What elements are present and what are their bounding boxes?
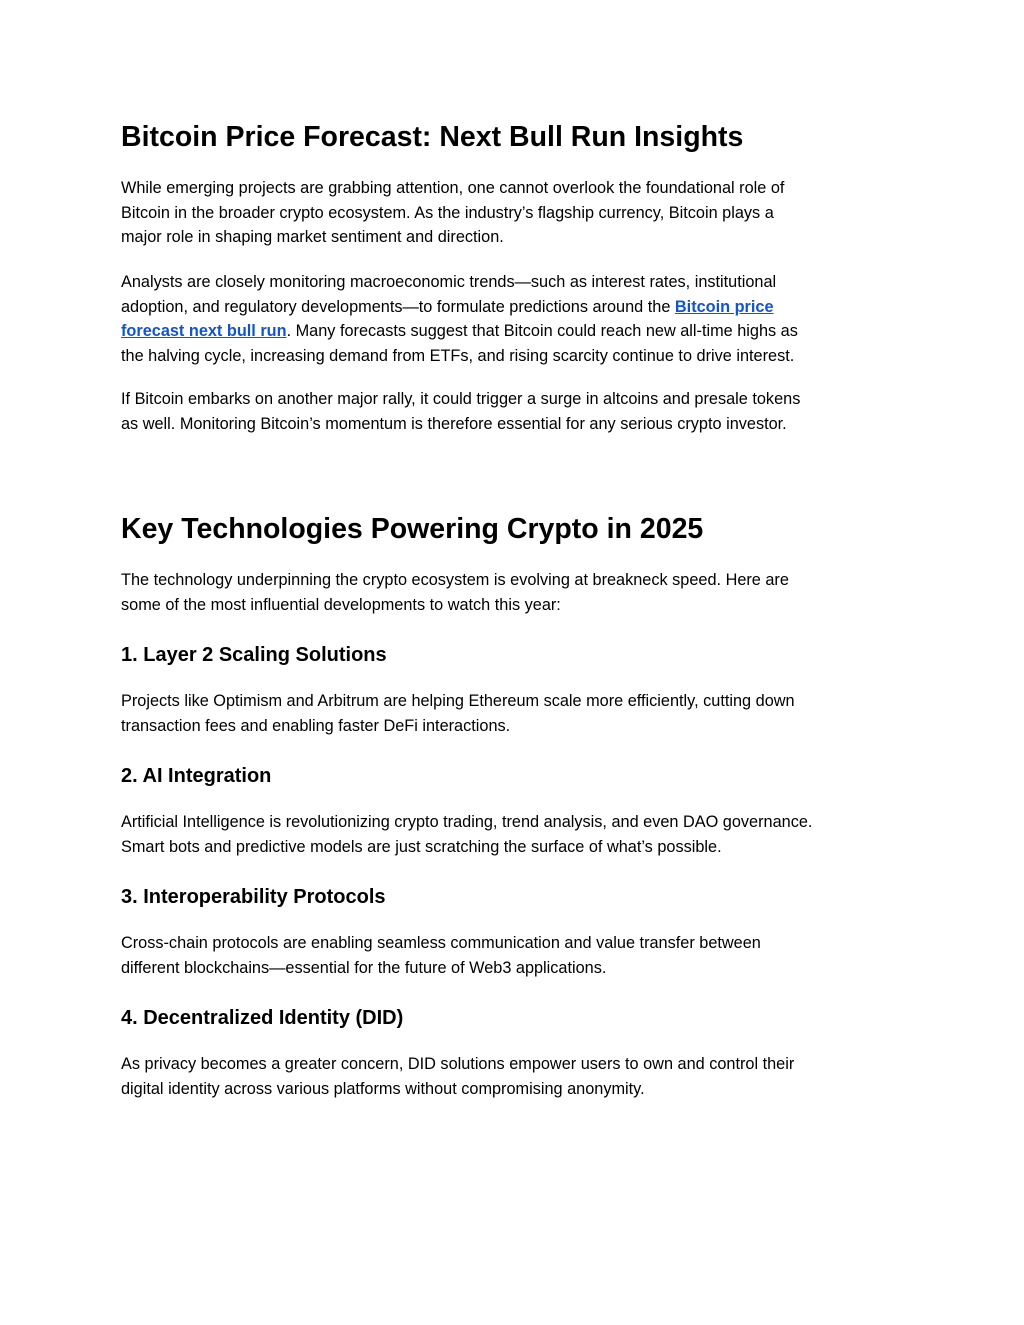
paragraph-line: Smart bots and predictive models are just scratching the surface of what’s possible.: [121, 837, 722, 856]
paragraph-bitcoin-rally: [121, 387, 911, 436]
subheading-decentralized-identity: 4. Decentralized Identity (DID): [121, 1007, 404, 1029]
paragraph-text: . Many forecasts suggest that Bitcoin could reach new all-time highs as: [286, 322, 798, 340]
section-title-key-technologies: Key Technologies Powering Crypto in 2025: [121, 513, 704, 545]
paragraph-line: major role in shaping market sentiment and direction.: [121, 228, 504, 246]
paragraph-line: different blockchains—essential for the future of Web3 applications.: [121, 958, 607, 977]
paragraph-line: the halving cycle, increasing demand from ETFs, and rising scarcity continue to drive interest.: [121, 346, 795, 365]
paragraph-line: as well. Monitoring Bitcoin’s momentum is therefore essential for any serious crypto investor.: [121, 414, 787, 433]
bitcoin-forecast-link[interactable]: Bitcoin price: [674, 297, 774, 316]
paragraph-line: Artificial Intelligence is revolutionizing crypto trading, trend analysis, and even DAO governance.: [121, 813, 813, 831]
paragraph-line: If Bitcoin embarks on another major rally, it could trigger a surge in altcoins and presale tokens: [121, 390, 801, 408]
paragraph-technology-intro: [121, 568, 911, 617]
bitcoin-forecast-link-continued[interactable]: forecast next bull run: [121, 322, 287, 340]
paragraph-line: Projects like Optimism and Arbitrum are helping Ethereum scale more efficiently, cutting down: [121, 692, 795, 710]
paragraph-line: transaction fees and enabling faster DeFi interactions.: [121, 716, 511, 735]
subheading-interoperability: 3. Interoperability Protocols: [121, 886, 386, 908]
paragraph-line: Bitcoin in the broader crypto ecosystem. As the industry’s flagship currency, Bitcoin plays a: [121, 203, 774, 222]
paragraph-text: adoption, and regulatory developments—to formulate predictions around the: [121, 297, 675, 316]
paragraph-line: Cross-chain protocols are enabling seamless communication and value transfer between: [121, 934, 761, 952]
paragraph-line: As privacy becomes a greater concern, DID solutions empower users to own and control their: [121, 1055, 795, 1073]
paragraph-line: digital identity across various platforms without compromising anonymity.: [121, 1079, 645, 1098]
subheading-layer2: 1. Layer 2 Scaling Solutions: [121, 644, 387, 666]
paragraph-decentralized-identity: [121, 1052, 911, 1101]
paragraph-analysts: [121, 270, 911, 368]
paragraph-interoperability: [121, 931, 911, 980]
paragraph-layer2: [121, 689, 911, 738]
paragraph-bitcoin-intro: [121, 176, 911, 250]
section-title-bitcoin-forecast: Bitcoin Price Forecast: Next Bull Run Insights: [121, 121, 744, 153]
paragraph-line: While emerging projects are grabbing attention, one cannot overlook the foundational role of: [121, 179, 785, 197]
paragraph-line: [121, 319, 911, 344]
paragraph-ai-integration: [121, 810, 911, 859]
paragraph-line: [121, 295, 911, 320]
paragraph-line: The technology underpinning the crypto ecosystem is evolving at breakneck speed. Here are: [121, 571, 789, 589]
paragraph-line: some of the most influential developments to watch this year:: [121, 595, 561, 614]
paragraph-line: Analysts are closely monitoring macroeconomic trends—such as interest rates, institutional: [121, 273, 777, 291]
subheading-ai-integration: 2. AI Integration: [121, 765, 272, 787]
